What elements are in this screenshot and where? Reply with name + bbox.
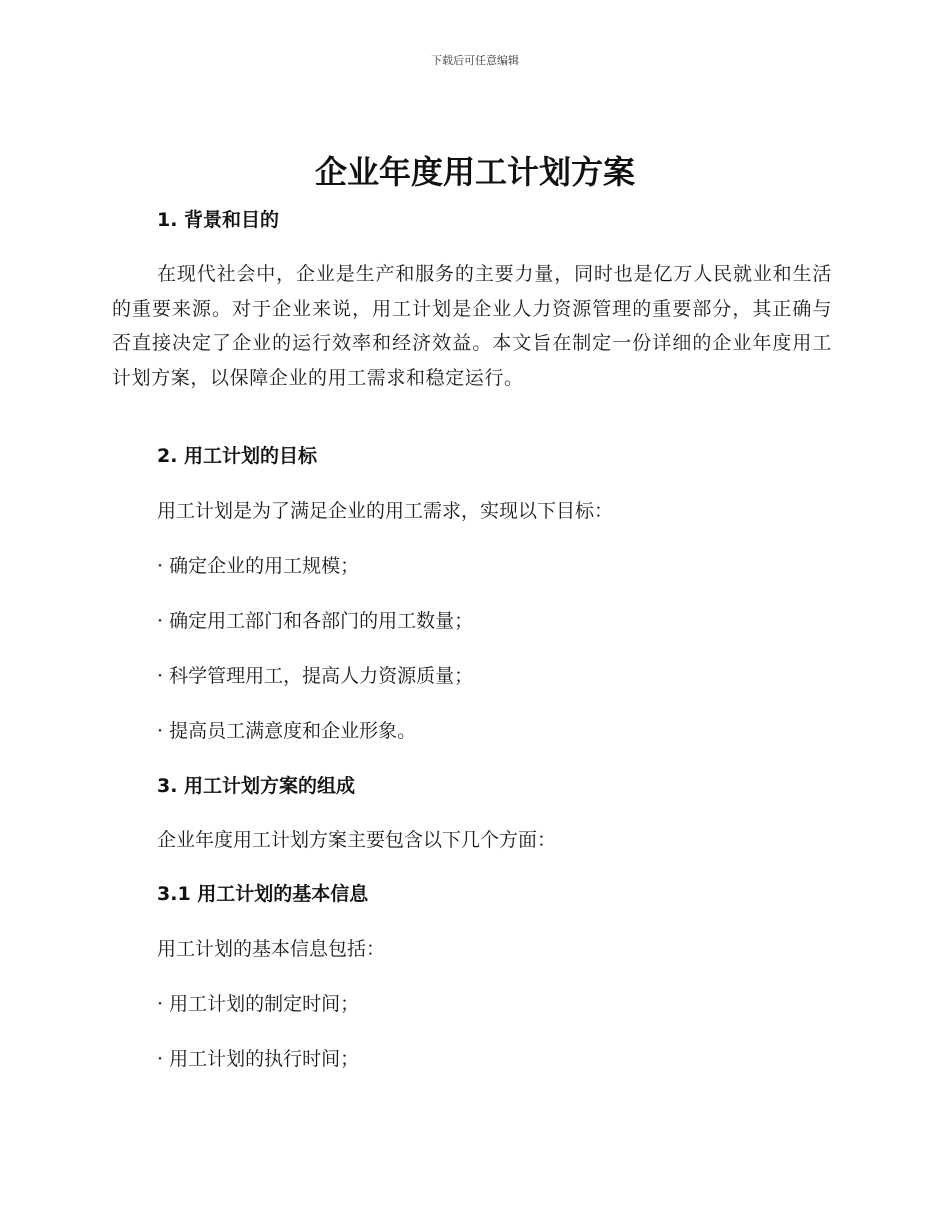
list-item: · 用工计划的执行时间； xyxy=(157,1048,360,1070)
section-2-heading: 2. 用工计划的目标 xyxy=(157,445,318,467)
list-item: · 用工计划的制定时间； xyxy=(157,993,360,1015)
list-item: · 确定用工部门和各部门的用工数量； xyxy=(157,610,474,632)
list-item: · 科学管理用工，提高人力资源质量； xyxy=(157,665,474,687)
section-1-heading: 1. 背景和目的 xyxy=(157,209,280,231)
section-3-1-intro: 用工计划的基本信息包括： xyxy=(157,938,386,960)
document-title: 企业年度用工计划方案 xyxy=(314,153,635,191)
page-header: 下载后可任意编辑 xyxy=(431,54,519,67)
section-3-heading: 3. 用工计划方案的组成 xyxy=(157,775,356,797)
section-3-1-heading: 3.1 用工计划的基本信息 xyxy=(157,883,369,905)
list-item: · 确定企业的用工规模； xyxy=(157,555,360,577)
section-1-paragraph: 在现代社会中，企业是生产和服务的主要力量，同时也是亿万人民就业和生活的重要来源。对于企业来说，用工计划是企业人力资源管理的重要部分，其正确与否直接决定了企业的运行效率和经济效益。本文旨在制定一份详细的企业年度用工计划方案，以保障企业的用工需求和稳定运行。 xyxy=(112,263,832,389)
section-3-intro: 企业年度用工计划方案主要包含以下几个方面： xyxy=(157,829,557,851)
list-item: · 提高员工满意度和企业形象。 xyxy=(157,720,417,742)
section-2-intro: 用工计划是为了满足企业的用工需求，实现以下目标： xyxy=(157,500,614,522)
